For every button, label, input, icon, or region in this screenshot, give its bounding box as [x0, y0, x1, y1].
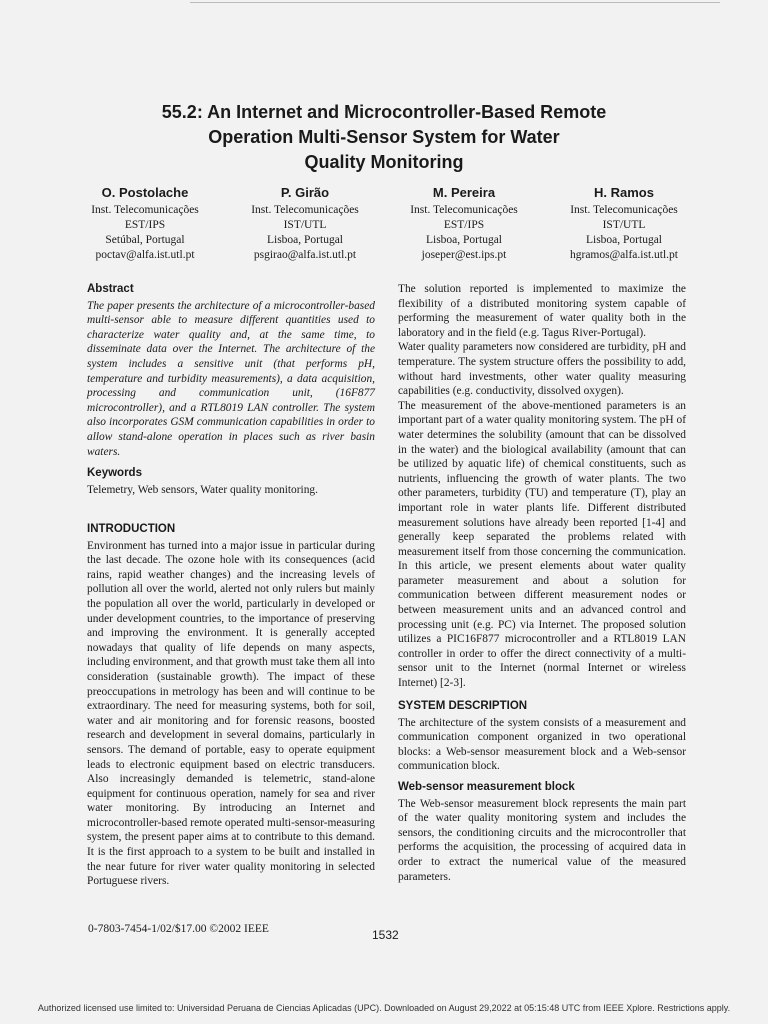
title-line-3: Quality Monitoring [304, 152, 464, 172]
paragraph: Water quality parameters now considered are turbidity, pH and temperature. The system structure offers the possibility to add, without hard investments, other water quality measuring capabilities (e.g. conductivity, dissolved oxygen). [398, 341, 686, 398]
author-email: poctav@alfa.ist.utl.pt [95, 249, 195, 261]
abstract-heading: Abstract [87, 283, 134, 295]
page-number: 1532 [372, 928, 399, 942]
author-location: Setúbal, Portugal [105, 234, 185, 246]
paragraph: The measurement of the above-mentioned parameters is an important part of a water quality monitoring system. The pH of water determines the solubility (amount that can be dissolved in the water) and the biological availability (amount that can be utilized by aquatic life) of chemical constituents, such as nutrients, influencing the growth of water plants. The two other parameters, turbidity (TU) and temperature (T), play an important role in water plants life. Different distributed measurement solutions have already been reported [1-4] and generally keep separated the problems related with measurement itself from those concerning the communication. In this article, we present elements about water quality parameter measurement and about a solution for communication between different measurement nodes or between measurement units and an advanced control and processing unit (e.g. PC) via Internet. The proposed solution utilizes a PIC16F877 microcontroller and a RTL8019 LAN controller in order to offer the direct connectivity of a multi-sensor unit to the Internet (normal Internet or wireless Internet) [2-3]. [398, 399, 686, 690]
author-name: P. Girão [280, 185, 330, 200]
author-block [379, 184, 549, 263]
abstract-text: The paper presents the architecture of a microcontroller-based multi-sensor able to measure different quantities used to characterize water quality and, at the same time, to disseminate data over the Internet. The architecture of the system includes a sensitive unit (that performs pH, temperature and turbidity measurements), a data acquisition, processing and communication unit, (16F877 microcontroller), and a RTL8019 LAN controller. The system also incorporates GSM communication capabilities in order to allow stand-alone operation in places such as river basin waters. [87, 299, 375, 458]
web-sensor-heading: Web-sensor measurement block [398, 781, 575, 793]
author-location: Lisboa, Portugal [266, 234, 344, 246]
author-location: Lisboa, Portugal [425, 234, 503, 246]
web-sensor-text: The Web-sensor measurement block represents the main part of the water quality monitoring system and includes the sensors, the conditioning circuits and the microcontroller that performs the acquisition, the processing of acquired data in order to extract the numerical value of the measured parameters. [398, 797, 686, 883]
author-block [539, 184, 709, 263]
copyright-line: 0-7803-7454-1/02/$17.00 ©2002 IEEE [88, 923, 269, 935]
keywords-heading: Keywords [87, 467, 142, 479]
author-block [220, 184, 390, 263]
author-affiliation: Inst. Telecomunicações [91, 204, 199, 216]
web-sensor-section [398, 780, 686, 884]
author-block [60, 184, 230, 263]
introduction-text: Environment has turned into a major issue in particular during the last decade. The ozone hole with its consequences (acid rains, rapid weather changes) and the increasing levels of pollution all over the world, alerted not only rulers but mainly the population all over the world, particularly in developed or under development countries, to the importance of preserving and improving the environment. It is generally accepted nowadays that quality of life depends on many aspects, including environment, and that growth must take them all into consideration (sustainable growth). The impact of these preoccupations in metrology has been and will continue to be extraordinary. The need for measuring systems, both for soil, water and air monitoring and for forensic reasons, boosted research and development in several domains, particularly in sensors. The demand of portable, easy to operate equipment leads to electronic equipment based on electric transducers. Also increasingly demanded is telemetric, stand-alone equipment for continuous operation, namely for sea and river water monitoring. By introducing an Internet and microcontroller-based remote operated multi-sensor-measuring system, the present paper aims at to contribute to this demand. It is the first approach to a system to be built and installed in the near future for river water quality monitoring in selected Portuguese rivers. [87, 539, 375, 888]
title-line-1: 55.2: An Internet and Microcontroller-Based Remote [161, 102, 607, 122]
top-rule [190, 2, 720, 3]
author-affiliation: Inst. Telecomunicações [410, 204, 518, 216]
abstract-section [87, 282, 375, 459]
system-description-heading: SYSTEM DESCRIPTION [398, 700, 528, 712]
author-email: psgirao@alfa.ist.utl.pt [253, 249, 357, 261]
license-notice: Authorized licensed use limited to: Universidad Peruana de Ciencias Aplicadas (UPC). Downloaded on August 29,2022 at 05:15:48 UTC from IEEE Xplore. Restrictions apply. [37, 1003, 731, 1013]
author-school: EST/IPS [443, 219, 485, 231]
title-line-2: Operation Multi-Sensor System for Water [208, 127, 560, 147]
right-column-intro [398, 282, 686, 691]
author-name: H. Ramos [594, 185, 654, 200]
author-name: O. Postolache [101, 185, 189, 200]
author-school: EST/IPS [124, 219, 166, 231]
author-affiliation: Inst. Telecomunicações [251, 204, 359, 216]
system-description-section [398, 699, 686, 774]
paper-title [84, 100, 684, 175]
keywords-text: Telemetry, Web sensors, Water quality monitoring. [87, 483, 318, 496]
author-email: joseper@est.ips.pt [421, 249, 507, 261]
author-affiliation: Inst. Telecomunicações [570, 204, 678, 216]
keywords-section [87, 466, 375, 497]
paragraph: The solution reported is implemented to maximize the flexibility of a distributed monitoring system capable of performing the measurement of water quality both in the laboratory and in the field (e.g. Tagus River-Portugal). [398, 283, 686, 339]
introduction-heading: INTRODUCTION [87, 523, 176, 535]
author-school: IST/UTL [602, 219, 646, 231]
author-email: hgramos@alfa.ist.utl.pt [569, 249, 678, 261]
author-name: M. Pereira [432, 185, 496, 200]
author-location: Lisboa, Portugal [585, 234, 663, 246]
system-description-text: The architecture of the system consists of a measurement and communication component organized in two operational blocks: a Web-sensor measurement block and a Web-sensor communication block. [398, 716, 686, 773]
introduction-section [87, 522, 375, 889]
author-school: IST/UTL [283, 219, 327, 231]
